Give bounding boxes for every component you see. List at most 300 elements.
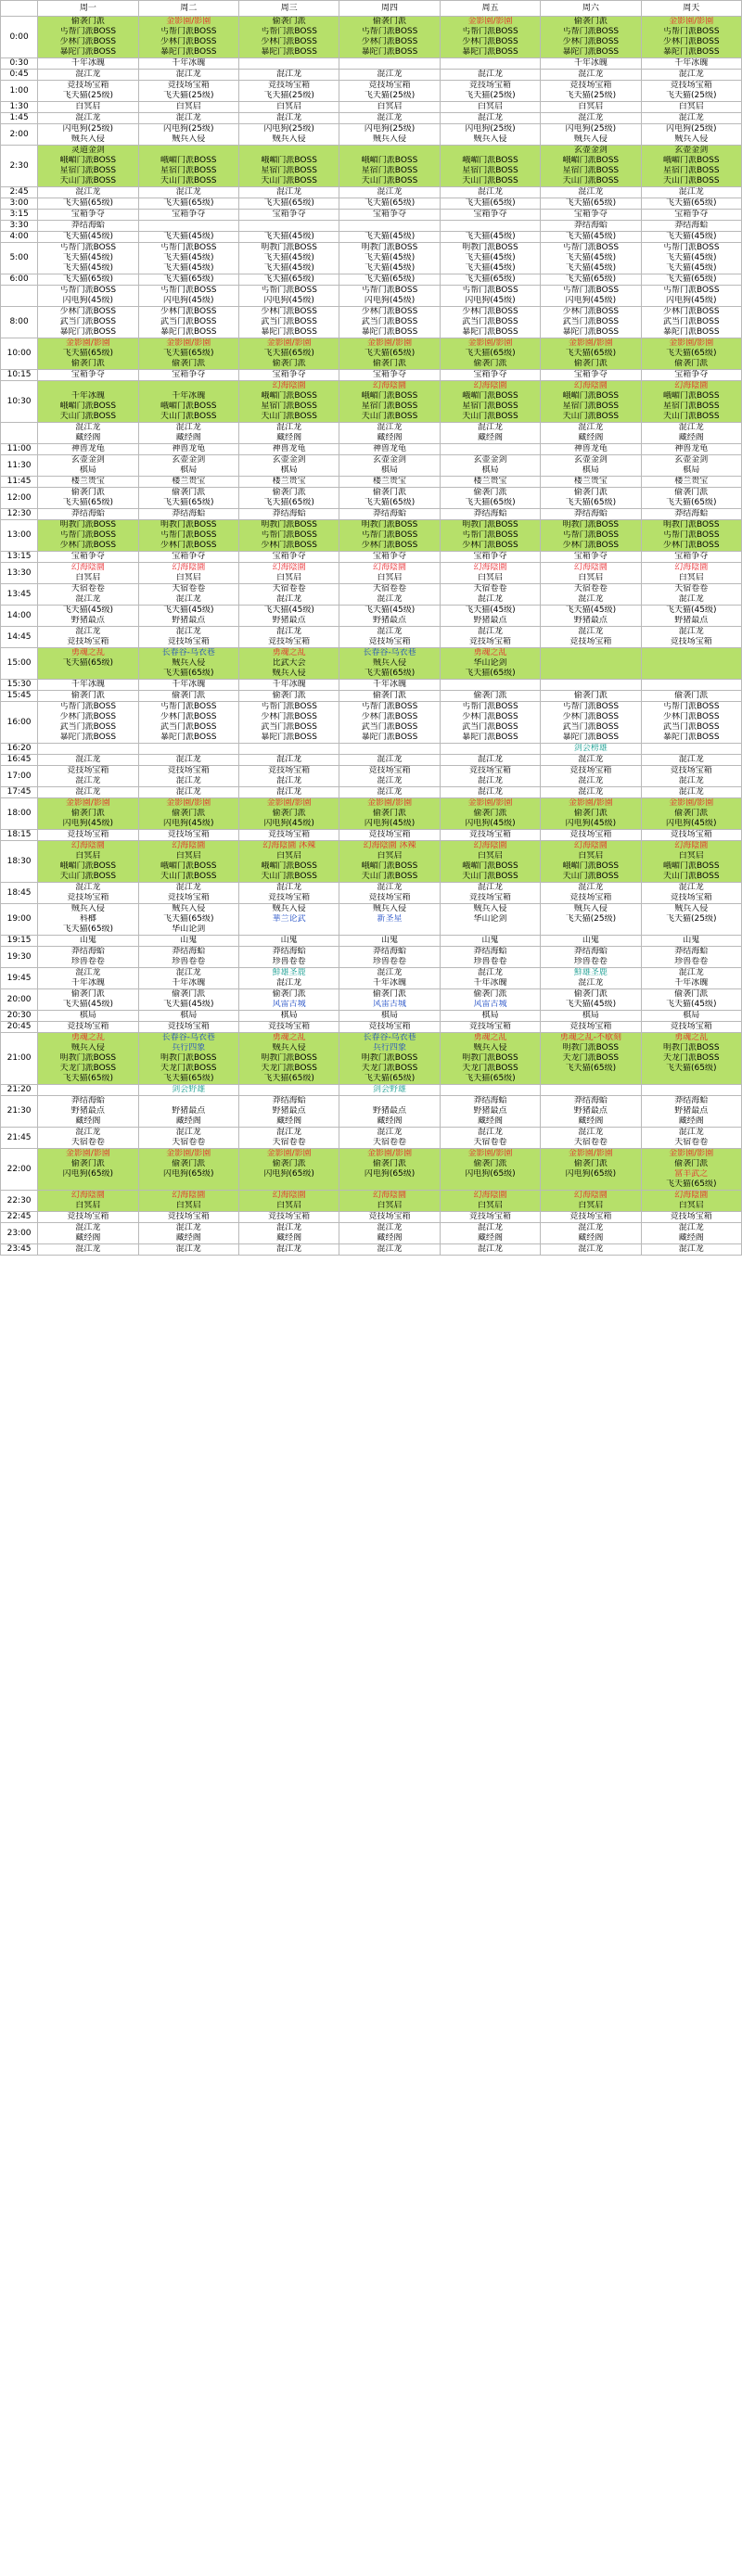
- event-label: 飞天猫(45级): [62, 606, 114, 615]
- event-label: 偷袭门派: [172, 1159, 206, 1168]
- event-label: 峨嵋门派BOSS: [261, 861, 317, 871]
- event-cell: [641, 488, 741, 509]
- event-label: 神兽龙龟: [373, 444, 407, 453]
- table-row: [1, 1149, 742, 1191]
- event-label: 天山门派BOSS: [160, 412, 217, 421]
- event-cell: [138, 274, 238, 286]
- event-label: 宝箱争夺: [373, 210, 407, 219]
- event-label: 宝箱争夺: [70, 552, 105, 561]
- event-label: 星宿门派BOSS: [462, 166, 518, 175]
- event-label: 混江龙: [578, 627, 604, 636]
- time-label: 3:15: [1, 210, 38, 221]
- event-label: 玄壶金剑: [272, 455, 306, 465]
- event-label: 混江龙: [477, 113, 503, 122]
- event-cell: [38, 243, 138, 274]
- event-label: [239, 925, 339, 935]
- time-label: [1, 286, 38, 307]
- event-cell: [339, 381, 440, 423]
- event-cell: [641, 755, 741, 766]
- event-cell: [138, 766, 238, 787]
- event-cell: [238, 307, 339, 338]
- event-label: 玄壶金剑: [674, 146, 709, 155]
- event-cell: [38, 146, 138, 187]
- time-label: [1, 423, 38, 444]
- event-label: 山鬼: [683, 936, 700, 945]
- event-cell: [138, 520, 238, 552]
- event-label: 天宿卷卷: [70, 584, 105, 593]
- event-label: 宝箱争夺: [272, 552, 306, 561]
- event-cell: [440, 124, 540, 146]
- event-cell: [138, 444, 238, 455]
- event-label: 峨嵋门派BOSS: [562, 861, 620, 871]
- event-cell: [440, 841, 540, 883]
- event-label: 竞技场宝箱: [268, 830, 311, 839]
- event-label: 勇魂之乱: [674, 1033, 709, 1042]
- event-label: 竞技场宝箱: [468, 1022, 511, 1031]
- event-label: 混江龙: [276, 883, 302, 892]
- event-label: 少林门派BOSS: [261, 541, 317, 550]
- event-label: 飞天猫(65级): [465, 274, 516, 284]
- event-label: 闪电狗(45级): [364, 296, 416, 305]
- event-label: 宝箱争夺: [272, 210, 306, 219]
- event-label: 野猪最点: [70, 616, 105, 625]
- event-label: 竞技场宝箱: [670, 81, 712, 90]
- event-cell: [541, 1128, 641, 1149]
- event-cell: [541, 381, 641, 423]
- event-cell: [541, 423, 641, 444]
- event-label: 飞天猫(65级): [163, 198, 214, 208]
- event-cell: [440, 381, 540, 423]
- event-label: 天山门派BOSS: [462, 176, 518, 185]
- event-label: 飞天猫(25级): [62, 91, 114, 100]
- event-label: 混江龙: [678, 787, 704, 797]
- event-cell: [440, 584, 540, 606]
- event-label: 飞天猫(65级): [163, 274, 214, 284]
- event-cell: [238, 381, 339, 423]
- table-row: [1, 488, 742, 509]
- event-label: 莽结海蛤: [70, 509, 105, 518]
- event-cell: [440, 58, 540, 70]
- event-cell: [238, 455, 339, 477]
- event-cell: [440, 274, 540, 286]
- event-label: 丐帮门派BOSS: [261, 27, 317, 36]
- event-cell: [138, 477, 238, 488]
- event-label: 竞技场宝箱: [167, 1022, 210, 1031]
- table-row: [1, 947, 742, 968]
- event-label: 飞天猫(45级): [565, 1000, 617, 1009]
- header-day-mon: 周一: [38, 1, 138, 17]
- event-label: 混江龙: [678, 1223, 704, 1232]
- table-row: [1, 680, 742, 691]
- event-label: 偷袭门派: [272, 989, 306, 999]
- event-label: 偷袭门派: [473, 691, 507, 700]
- event-cell: [238, 680, 339, 691]
- event-label: 混江龙: [175, 1244, 201, 1254]
- event-label: 贼兵入侵: [272, 1043, 306, 1052]
- event-cell: [238, 370, 339, 381]
- event-cell: [541, 968, 641, 989]
- event-label: 混江龙: [477, 1128, 503, 1137]
- event-cell: [339, 766, 440, 787]
- event-cell: [641, 58, 741, 70]
- event-cell: [440, 1223, 540, 1244]
- event-label: 星宿门派BOSS: [663, 402, 720, 411]
- event-label: 天宿卷卷: [674, 584, 709, 593]
- event-label: [139, 146, 238, 156]
- event-label: [541, 658, 640, 669]
- event-label: 華兰论武: [272, 914, 306, 924]
- event-label: 比武大会: [272, 658, 306, 668]
- event-label: 贼兵入侵: [373, 904, 407, 913]
- event-label: 少林门派BOSS: [361, 712, 418, 721]
- event-label: 丐帮门派BOSS: [160, 27, 217, 36]
- event-cell: [238, 1244, 339, 1256]
- event-cell: [138, 488, 238, 509]
- event-label: 藏经阁: [175, 433, 201, 442]
- event-label: 偷袭门派: [674, 989, 709, 999]
- event-label: 混江龙: [477, 968, 503, 977]
- event-label: 偷袭门派: [674, 1159, 709, 1168]
- event-label: 白冥启: [377, 851, 403, 861]
- event-label: [541, 680, 640, 690]
- event-cell: [440, 70, 540, 81]
- event-cell: [38, 444, 138, 455]
- event-label: 幻海陰圜: [272, 1191, 306, 1200]
- event-label: 幻海陰圜: [373, 1191, 407, 1200]
- time-label: 10:30: [1, 381, 38, 423]
- event-label: [239, 1180, 339, 1190]
- event-label: 幻海陰圜: [473, 841, 507, 850]
- event-label: 混江龙: [75, 968, 101, 977]
- event-label: 混江龙: [678, 883, 704, 892]
- event-label: 竞技场宝箱: [368, 637, 411, 646]
- event-label: 勇魂之乱-不歇刻: [559, 1033, 621, 1042]
- event-label: 武当门派BOSS: [562, 317, 620, 326]
- event-label: [441, 744, 540, 754]
- event-label: 野猪最点: [373, 616, 407, 625]
- event-label: 武当门派BOSS: [462, 317, 518, 326]
- time-label: 3:30: [1, 221, 38, 232]
- event-cell: [339, 423, 440, 444]
- event-label: 峨嵋门派BOSS: [59, 156, 117, 165]
- event-label: 飞天猫(65级): [263, 198, 314, 208]
- table-row: [1, 1191, 742, 1212]
- event-label: 偷袭门派: [373, 488, 407, 497]
- event-cell: [541, 1085, 641, 1096]
- event-label: 丐帮门派BOSS: [663, 286, 720, 295]
- table-row: [1, 1033, 742, 1085]
- event-label: [441, 58, 540, 69]
- table-row: [1, 563, 742, 584]
- event-label: 暴陀门派BOSS: [361, 733, 418, 742]
- event-label: 玄壶金剑: [573, 146, 608, 155]
- event-label: 莽结海蛤: [373, 947, 407, 956]
- event-label: 混江龙: [377, 968, 403, 977]
- time-label: 1:45: [1, 113, 38, 124]
- time-label: 22:45: [1, 1212, 38, 1223]
- event-cell: [339, 274, 440, 286]
- event-cell: [641, 936, 741, 947]
- event-label: 暴陀门派BOSS: [160, 327, 217, 337]
- event-cell: [541, 648, 641, 680]
- event-cell: [440, 606, 540, 627]
- table-row: [1, 606, 742, 627]
- event-label: 混江龙: [175, 968, 201, 977]
- event-label: [541, 1074, 640, 1084]
- event-cell: [339, 627, 440, 648]
- event-label: 峨嵋门派BOSS: [261, 156, 317, 165]
- event-label: 新圣星: [377, 914, 403, 924]
- event-cell: [641, 102, 741, 113]
- event-cell: [641, 1011, 741, 1022]
- event-label: [642, 658, 741, 669]
- event-cell: [440, 627, 540, 648]
- event-label: 丐帮门派BOSS: [361, 286, 418, 295]
- event-cell: [238, 187, 339, 198]
- event-label: 混江龙: [75, 1223, 101, 1232]
- event-label: 金影園/影園: [367, 338, 413, 348]
- time-label: 4:00: [1, 232, 38, 243]
- event-label: 闪电狗(25级): [465, 124, 516, 134]
- event-cell: [238, 755, 339, 766]
- event-cell: [541, 841, 641, 883]
- event-cell: [339, 17, 440, 58]
- event-cell: [541, 1149, 641, 1191]
- event-label: 神兽龙龟: [573, 444, 608, 453]
- event-label: 少林门派BOSS: [160, 712, 217, 721]
- table-row: [1, 755, 742, 766]
- event-cell: [541, 755, 641, 766]
- event-label: 混江龙: [678, 1244, 704, 1254]
- event-label: 山鬼: [481, 936, 499, 945]
- event-label: 金影園/影園: [568, 1149, 613, 1158]
- event-label: 金影園/影園: [266, 338, 312, 348]
- event-label: 莽结海蛤: [70, 1096, 105, 1105]
- event-label: 闪电狗(45级): [163, 296, 214, 305]
- event-label: 莽结海蛤: [172, 509, 206, 518]
- event-cell: [440, 766, 540, 787]
- event-label: 飞天猫(65级): [465, 1074, 516, 1083]
- time-label: 23:00: [1, 1223, 38, 1244]
- event-label: 偷袭门派: [473, 809, 507, 818]
- event-label: 天宿卷卷: [573, 1138, 608, 1147]
- event-cell: [541, 146, 641, 187]
- event-cell: [641, 830, 741, 841]
- event-label: 宝箱争夺: [674, 210, 709, 219]
- event-cell: [138, 936, 238, 947]
- event-cell: [138, 755, 238, 766]
- event-label: 闪电狗(45级): [465, 819, 516, 828]
- event-label: 天山门派BOSS: [562, 412, 620, 421]
- event-label: 兵行四象: [373, 1043, 407, 1052]
- event-label: 峨嵋门派BOSS: [160, 861, 217, 871]
- table-row: [1, 307, 742, 338]
- event-cell: [339, 113, 440, 124]
- event-label: 混江龙: [578, 594, 604, 604]
- event-cell: [38, 841, 138, 883]
- event-label: 混江龙: [175, 187, 201, 197]
- event-cell: [138, 989, 238, 1011]
- event-cell: [641, 274, 741, 286]
- event-label: 飞天猫(65级): [62, 925, 114, 934]
- event-label: 天龙门派BOSS: [261, 1064, 317, 1073]
- event-label: 混江龙: [175, 755, 201, 764]
- event-label: 金影園/影園: [467, 798, 513, 808]
- event-label: 混江龙: [75, 755, 101, 764]
- event-label: 丐帮门派BOSS: [59, 27, 117, 36]
- event-cell: [641, 221, 741, 232]
- event-label: 野猪最点: [172, 1106, 206, 1116]
- event-cell: [238, 691, 339, 702]
- event-label: 闪电狗(45级): [163, 819, 214, 828]
- event-cell: [641, 606, 741, 627]
- event-label: 莽结海蛤: [573, 947, 608, 956]
- event-label: 偷袭门派: [473, 359, 507, 368]
- event-label: 棋局: [180, 465, 198, 475]
- event-label: 混江龙: [678, 776, 704, 785]
- event-label: 混江龙: [276, 70, 302, 79]
- event-label: 竞技场宝箱: [569, 766, 612, 775]
- event-label: 闪电狗(25级): [666, 124, 717, 134]
- event-label: 混江龙: [75, 787, 101, 797]
- event-label: 混江龙: [578, 70, 604, 79]
- event-cell: [541, 70, 641, 81]
- event-cell: [440, 563, 540, 584]
- event-cell: [641, 113, 741, 124]
- event-label: 竞技场宝箱: [368, 81, 411, 90]
- event-label: [642, 744, 741, 754]
- event-label: 星宿门派BOSS: [261, 166, 317, 175]
- event-label: 武当门派BOSS: [261, 722, 317, 732]
- event-cell: [641, 455, 741, 477]
- event-label: 丐帮门派BOSS: [261, 702, 317, 711]
- event-label: 幻海陰圜: [573, 563, 608, 572]
- event-label: 竞技场宝箱: [569, 893, 612, 902]
- event-label: 混江龙: [377, 883, 403, 892]
- event-label: 野猪最点: [674, 616, 709, 625]
- event-cell: [641, 787, 741, 798]
- event-label: 混江龙: [75, 1128, 101, 1137]
- event-cell: [641, 520, 741, 552]
- event-label: 竞技场宝箱: [67, 1212, 109, 1221]
- event-label: 玄壶金剑: [573, 455, 608, 465]
- event-label: 竞技场宝箱: [569, 1022, 612, 1031]
- event-label: 混江龙: [175, 113, 201, 122]
- event-cell: [541, 370, 641, 381]
- event-cell: [138, 1149, 238, 1191]
- event-label: 丐帮门派BOSS: [361, 530, 418, 540]
- event-cell: [541, 830, 641, 841]
- event-label: 混江龙: [477, 787, 503, 797]
- event-cell: [440, 680, 540, 691]
- table-row: [1, 124, 742, 146]
- event-label: 武当门派BOSS: [59, 317, 117, 326]
- event-cell: [541, 509, 641, 520]
- event-label: 偷袭门派: [70, 1159, 105, 1168]
- event-label: 千年冰魄: [172, 58, 206, 68]
- event-cell: [38, 488, 138, 509]
- event-cell: [541, 307, 641, 338]
- event-label: 星宿门派BOSS: [261, 402, 317, 411]
- event-cell: [138, 904, 238, 936]
- event-label: 宝箱争夺: [70, 210, 105, 219]
- event-label: 混江龙: [377, 755, 403, 764]
- event-cell: [138, 1022, 238, 1033]
- time-label: 20:30: [1, 1011, 38, 1022]
- event-cell: [138, 221, 238, 232]
- event-cell: [339, 1085, 440, 1096]
- event-cell: [238, 1033, 339, 1085]
- event-label: 少林门派BOSS: [462, 712, 518, 721]
- time-label: 5:00: [1, 243, 38, 274]
- event-cell: [38, 381, 138, 423]
- event-label: 棋局: [582, 465, 599, 475]
- event-label: 明教门派BOSS: [59, 1053, 117, 1063]
- event-cell: [339, 1149, 440, 1191]
- event-label: 暴陀门派BOSS: [261, 47, 317, 57]
- event-label: 混江龙: [377, 594, 403, 604]
- event-cell: [138, 702, 238, 744]
- event-label: 贼兵入侵: [473, 904, 507, 913]
- event-cell: [38, 904, 138, 936]
- event-cell: [339, 124, 440, 146]
- event-label: 少林门派BOSS: [59, 307, 117, 316]
- table-row: [1, 691, 742, 702]
- event-label: 竞技场宝箱: [167, 637, 210, 646]
- event-label: 竞技场宝箱: [67, 81, 109, 90]
- event-cell: [339, 488, 440, 509]
- event-cell: [238, 509, 339, 520]
- event-label: 千年冰魄: [70, 58, 105, 68]
- event-label: 混江龙: [578, 787, 604, 797]
- event-cell: [238, 787, 339, 798]
- event-label: 武当门派BOSS: [462, 722, 518, 732]
- event-cell: [38, 1128, 138, 1149]
- event-label: 兵行四象: [172, 1043, 206, 1052]
- event-label: 幻海陰圜: [573, 381, 608, 390]
- event-cell: [541, 17, 641, 58]
- event-cell: [440, 787, 540, 798]
- event-label: 暴陀门派BOSS: [663, 733, 720, 742]
- event-label: [339, 744, 439, 754]
- event-label: 竞技场宝箱: [468, 893, 511, 902]
- event-label: 闪电狗(65级): [163, 1169, 214, 1179]
- event-label: 莽结海蛤: [674, 509, 709, 518]
- event-cell: [440, 370, 540, 381]
- event-cell: [641, 627, 741, 648]
- table-row: [1, 70, 742, 81]
- event-label: 飞天猫(65级): [666, 498, 717, 507]
- event-cell: [641, 17, 741, 58]
- event-label: 飞天猫(25级): [666, 91, 717, 100]
- event-cell: [238, 989, 339, 1011]
- event-label: [339, 58, 439, 69]
- event-cell: [440, 187, 540, 198]
- event-cell: [541, 563, 641, 584]
- event-label: 宝箱争夺: [373, 370, 407, 379]
- event-label: 莽结海蛤: [573, 509, 608, 518]
- event-label: 偷袭门派: [573, 809, 608, 818]
- event-label: [239, 146, 339, 156]
- event-label: 白冥启: [578, 851, 604, 861]
- event-label: 混江龙: [477, 423, 503, 432]
- event-cell: [641, 232, 741, 243]
- event-cell: [339, 1128, 440, 1149]
- event-label: 金影園/影園: [166, 798, 211, 808]
- event-label: 天山门派BOSS: [160, 872, 217, 881]
- event-label: 飞天猫(65级): [62, 498, 114, 507]
- event-cell: [238, 1096, 339, 1128]
